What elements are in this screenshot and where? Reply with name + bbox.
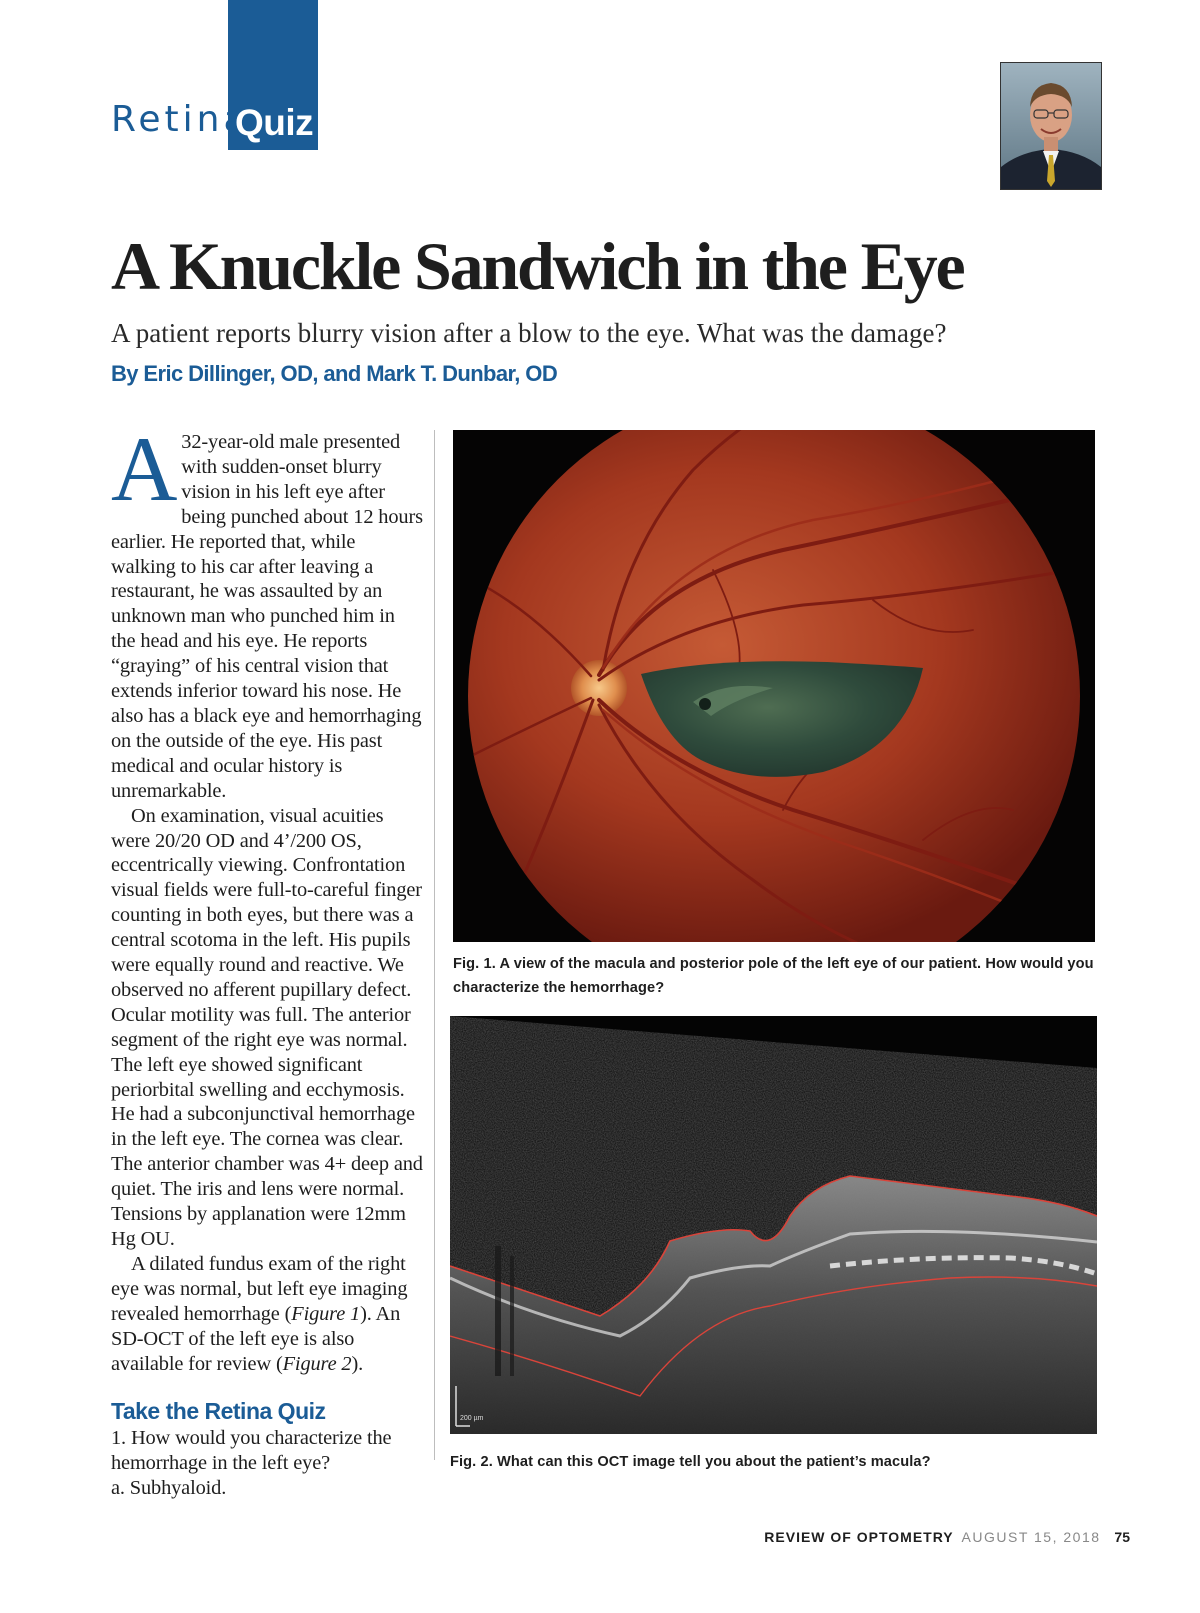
section-tag-retina: Retina: [111, 99, 250, 140]
article-subtitle: A patient reports blurry vision after a blow to the eye. What was the damage?: [111, 318, 947, 348]
quiz-option-a: a. Subhyaloid.: [111, 1477, 227, 1500]
figure-2-oct-image: [450, 1016, 1097, 1434]
footer-publication: REVIEW OF OPTOMETRY: [764, 1529, 954, 1545]
body-paragraph-3: [111, 1252, 423, 1377]
figure-1-reference: Figure 1: [291, 1302, 361, 1325]
figure-2-reference: Figure 2: [282, 1352, 352, 1375]
column-divider: [434, 430, 435, 1460]
body-paragraph-1: [111, 418, 423, 804]
section-tag-quiz: Quiz: [235, 102, 314, 143]
paragraph-1-text: 32-year-old male presented with sudden-onset blurry vision in his left eye after being punched about 12 hours earlier. He reported that, while walking to his car after leaving a restaurant, he was assaulted by an unknown man who punched him in the head and his eye. He reports “graying” of his central vision that extends inferior toward his nose. He also has a black eye and hemorrhaging on the outside of the eye. His past medical and ocular history is unremarkable.: [111, 431, 423, 802]
quiz-question-1: 1. How would you characterize the hemorrhage in the left eye?: [111, 1427, 392, 1475]
body-paragraph-2: On examination, visual acuities were 20/20 OD and 4’/200 OS, eccentrically viewing. Confrontation visual fields were full-to-careful finger counting in both eyes, but there was a central scotoma in the left. His pupils were equally round and reactive. We observed no afferent pupillary defect. Ocular motility was full. The anterior segment of the right eye was normal. The left eye showed significant periorbital swelling and ecchymosis. He had a subconjunctival hemorrhage in the left eye. The cornea was clear. The anterior chamber was 4+ deep and quiet. The iris and lens were normal. Tensions by applanation were 12mm Hg OU.: [111, 804, 423, 1250]
paragraph-3-text-a: A dilated fundus exam of the right eye was normal, but left eye imaging revealed hemorrhage (: [111, 1252, 408, 1325]
paragraph-3-text-c: ).: [351, 1352, 364, 1375]
paragraph-3-text-b: ). An SD-OCT of the left eye is also available for review (: [111, 1302, 401, 1375]
author-photo: [1000, 62, 1102, 190]
article-title: A Knuckle Sandwich in the Eye: [111, 228, 964, 304]
page-number: 75: [1114, 1529, 1130, 1545]
drop-cap: A: [111, 418, 178, 520]
article-byline: By Eric Dillinger, OD, and Mark T. Dunbar, OD: [111, 361, 558, 386]
figure-1-fundus-image: [453, 430, 1095, 942]
figure-2-caption: Fig. 2. What can this OCT image tell you about the patient’s macula?: [450, 1454, 931, 1470]
quiz-heading: Take the Retina Quiz: [111, 1398, 326, 1425]
body-column: [111, 418, 423, 1501]
figure-2-scale-label: 200 µm: [460, 1415, 484, 1422]
figure-1-caption: Fig. 1. A view of the macula and posterior pole of the left eye of our patient. How would you characterize the hemorrhage?: [453, 956, 1094, 996]
page-footer: [660, 1530, 1130, 1544]
footer-date: AUGUST 15, 2018: [961, 1529, 1101, 1545]
